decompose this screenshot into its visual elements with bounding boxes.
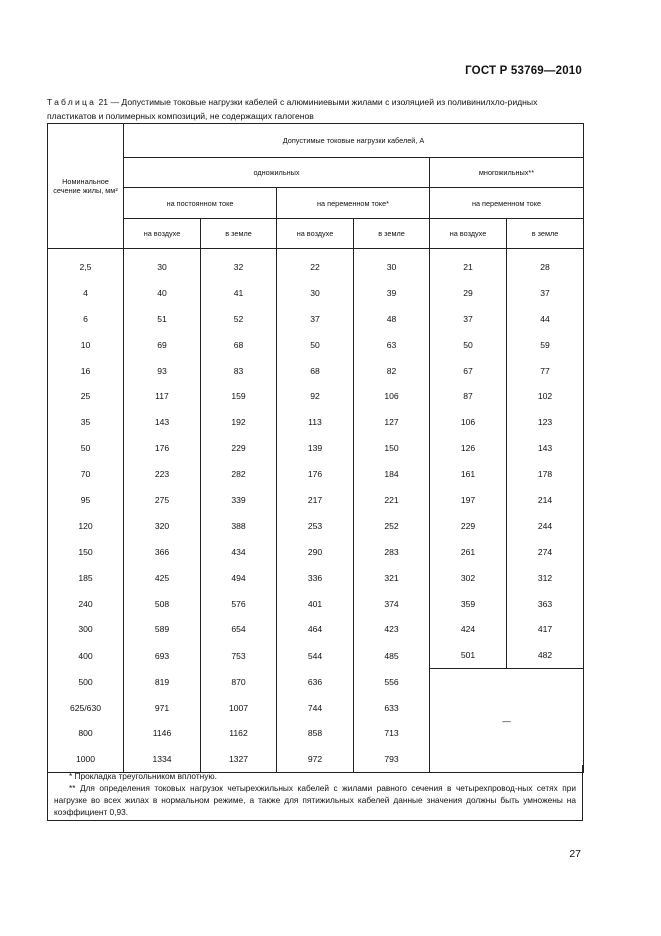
cell-section: 800	[48, 721, 124, 747]
cell-value: 150	[354, 435, 430, 461]
cell-value: 870	[201, 669, 277, 695]
current-load-table	[47, 123, 584, 773]
cell-value: 50	[430, 332, 507, 358]
cell-value: 283	[354, 539, 430, 565]
cell-value: 485	[354, 642, 430, 668]
cell-value: 59	[507, 332, 584, 358]
cell-value: 589	[124, 616, 201, 642]
cell-value: 1007	[201, 695, 277, 721]
cell-section: 1000	[48, 746, 124, 772]
table-row	[48, 461, 584, 487]
cell-value: 972	[277, 746, 354, 772]
cell-value: 229	[430, 513, 507, 539]
cell-value: 77	[507, 358, 584, 384]
cell-value: 544	[277, 642, 354, 668]
cell-value: 253	[277, 513, 354, 539]
cell-value: 423	[354, 616, 430, 642]
cell-value: 83	[201, 358, 277, 384]
header-air: на воздухе	[124, 219, 201, 249]
cell-value: 39	[354, 280, 430, 306]
cell-section: 300	[48, 616, 124, 642]
cell-value: 52	[201, 306, 277, 332]
table-row	[48, 332, 584, 358]
cell-value: 971	[124, 695, 201, 721]
cell-value: 87	[430, 383, 507, 409]
table-caption	[47, 95, 583, 123]
cell-value: 161	[430, 461, 507, 487]
cell-value: 139	[277, 435, 354, 461]
header-air: на воздухе	[430, 219, 507, 249]
cell-value: 40	[124, 280, 201, 306]
cell-section: 16	[48, 358, 124, 384]
table-row	[48, 487, 584, 513]
cell-value: 713	[354, 721, 430, 747]
table-row	[48, 435, 584, 461]
cell-value: 159	[201, 383, 277, 409]
cell-value: 744	[277, 695, 354, 721]
header-air: на воздухе	[277, 219, 354, 249]
cell-value: 339	[201, 487, 277, 513]
table-row	[48, 358, 584, 384]
cell-value: 363	[507, 591, 584, 617]
cell-value: 176	[124, 435, 201, 461]
cell-section: 10	[48, 332, 124, 358]
cell-not-applicable: —	[430, 669, 584, 773]
header-single-core: одножильных	[124, 158, 430, 188]
cell-value: 192	[201, 409, 277, 435]
cell-value: 321	[354, 565, 430, 591]
cell-value: 113	[277, 409, 354, 435]
cell-value: 320	[124, 513, 201, 539]
cell-value: 501	[430, 642, 507, 668]
cell-section: 35	[48, 409, 124, 435]
cell-section: 6	[48, 306, 124, 332]
header-multi-core: многожильных**	[430, 158, 584, 188]
cell-value: 184	[354, 461, 430, 487]
table-row	[48, 642, 584, 668]
cell-section: 95	[48, 487, 124, 513]
cell-value: 37	[430, 306, 507, 332]
cell-section: 500	[48, 669, 124, 695]
cell-value: 793	[354, 746, 430, 772]
cell-section: 240	[48, 591, 124, 617]
cell-value: 22	[277, 254, 354, 280]
cell-value: 424	[430, 616, 507, 642]
table-row	[48, 383, 584, 409]
table-row	[48, 591, 584, 617]
cell-value: 143	[507, 435, 584, 461]
table-row	[48, 669, 584, 695]
cell-value: 425	[124, 565, 201, 591]
cell-value: 21	[430, 254, 507, 280]
table-row	[48, 513, 584, 539]
cell-value: 636	[277, 669, 354, 695]
table-row	[48, 565, 584, 591]
cell-value: 44	[507, 306, 584, 332]
cell-section: 25	[48, 383, 124, 409]
cell-value: 221	[354, 487, 430, 513]
cell-value: 102	[507, 383, 584, 409]
cell-value: 176	[277, 461, 354, 487]
header-allowed-loads: Допустимые токовые нагрузки кабелей, А	[124, 124, 584, 158]
header-direct-current: на постоянном токе	[124, 188, 277, 219]
cell-value: 252	[354, 513, 430, 539]
cell-value: 312	[507, 565, 584, 591]
cell-value: 217	[277, 487, 354, 513]
caption-label: Таблица	[47, 97, 97, 107]
cell-value: 261	[430, 539, 507, 565]
cell-value: 1162	[201, 721, 277, 747]
cell-section: 150	[48, 539, 124, 565]
cell-value: 32	[201, 254, 277, 280]
cell-value: 556	[354, 669, 430, 695]
table-row	[48, 409, 584, 435]
cell-value: 1146	[124, 721, 201, 747]
cell-section: 185	[48, 565, 124, 591]
table-row	[48, 280, 584, 306]
cell-value: 37	[507, 280, 584, 306]
cell-section: 2,5	[48, 254, 124, 280]
page-number: 27	[569, 848, 581, 860]
cell-value: 93	[124, 358, 201, 384]
cell-value: 68	[277, 358, 354, 384]
cell-value: 302	[430, 565, 507, 591]
cell-value: 223	[124, 461, 201, 487]
cell-value: 117	[124, 383, 201, 409]
caption-text: 21 — Допустимые токовые нагрузки кабелей с алюминиевыми жилами с изоляцией из поливинилхло-ридных пластикатов и полимерных композиций, не содержащих галогенов	[47, 97, 538, 121]
cell-value: 82	[354, 358, 430, 384]
cell-value: 633	[354, 695, 430, 721]
cell-value: 37	[277, 306, 354, 332]
cell-value: 41	[201, 280, 277, 306]
cell-value: 30	[124, 254, 201, 280]
cell-value: 29	[430, 280, 507, 306]
table-row	[48, 306, 584, 332]
cell-value: 127	[354, 409, 430, 435]
cell-section: 400	[48, 642, 124, 668]
cell-value: 106	[430, 409, 507, 435]
footnote-1: * Прокладка треугольником вплотную.	[69, 771, 217, 781]
cell-value: 178	[507, 461, 584, 487]
cell-value: 274	[507, 539, 584, 565]
cell-value: 359	[430, 591, 507, 617]
cell-value: 374	[354, 591, 430, 617]
header-ground: в земле	[507, 219, 584, 249]
cell-value: 388	[201, 513, 277, 539]
cell-section: 50	[48, 435, 124, 461]
cell-value: 654	[201, 616, 277, 642]
document-code: ГОСТ Р 53769—2010	[465, 65, 582, 77]
cell-value: 508	[124, 591, 201, 617]
cell-value: 494	[201, 565, 277, 591]
cell-value: 143	[124, 409, 201, 435]
cell-value: 1327	[201, 746, 277, 772]
cell-value: 106	[354, 383, 430, 409]
cell-section: 70	[48, 461, 124, 487]
cell-value: 336	[277, 565, 354, 591]
cell-value: 229	[201, 435, 277, 461]
cell-value: 63	[354, 332, 430, 358]
cell-value: 51	[124, 306, 201, 332]
header-alternating-current-single: на переменном токе*	[277, 188, 430, 219]
cell-section: 625/630	[48, 695, 124, 721]
header-ground: в земле	[201, 219, 277, 249]
cell-value: 366	[124, 539, 201, 565]
cell-value: 753	[201, 642, 277, 668]
cell-value: 214	[507, 487, 584, 513]
cell-value: 30	[354, 254, 430, 280]
cell-value: 275	[124, 487, 201, 513]
cell-value: 126	[430, 435, 507, 461]
cell-value: 464	[277, 616, 354, 642]
cell-value: 48	[354, 306, 430, 332]
cell-value: 482	[507, 642, 584, 668]
table-footnotes	[47, 765, 583, 821]
cell-value: 401	[277, 591, 354, 617]
header-section: Номинальное сечение жилы, мм²	[48, 124, 124, 249]
cell-value: 434	[201, 539, 277, 565]
cell-value: 290	[277, 539, 354, 565]
cell-value: 92	[277, 383, 354, 409]
header-ground: в земле	[354, 219, 430, 249]
cell-value: 123	[507, 409, 584, 435]
cell-value: 693	[124, 642, 201, 668]
cell-value: 30	[277, 280, 354, 306]
cell-value: 50	[277, 332, 354, 358]
cell-value: 576	[201, 591, 277, 617]
cell-value: 69	[124, 332, 201, 358]
table-row	[48, 254, 584, 280]
cell-value: 244	[507, 513, 584, 539]
table-row	[48, 616, 584, 642]
table-row	[48, 539, 584, 565]
cell-value: 819	[124, 669, 201, 695]
cell-value: 858	[277, 721, 354, 747]
cell-value: 68	[201, 332, 277, 358]
cell-value: 1334	[124, 746, 201, 772]
cell-value: 417	[507, 616, 584, 642]
header-alternating-current-multi: на переменном токе	[430, 188, 584, 219]
cell-value: 282	[201, 461, 277, 487]
cell-section: 4	[48, 280, 124, 306]
footnote-2: ** Для определения токовых нагрузок четырехжильных кабелей с жилами равного сечения в четырехпровод-ных сетях при нагрузке во всех жилах в нормальном режиме, а также для пятижильных кабелей данные значения должны быть умножены на коэффициент 0,93.	[54, 783, 576, 817]
cell-value: 67	[430, 358, 507, 384]
cell-value: 28	[507, 254, 584, 280]
cell-value: 197	[430, 487, 507, 513]
cell-section: 120	[48, 513, 124, 539]
